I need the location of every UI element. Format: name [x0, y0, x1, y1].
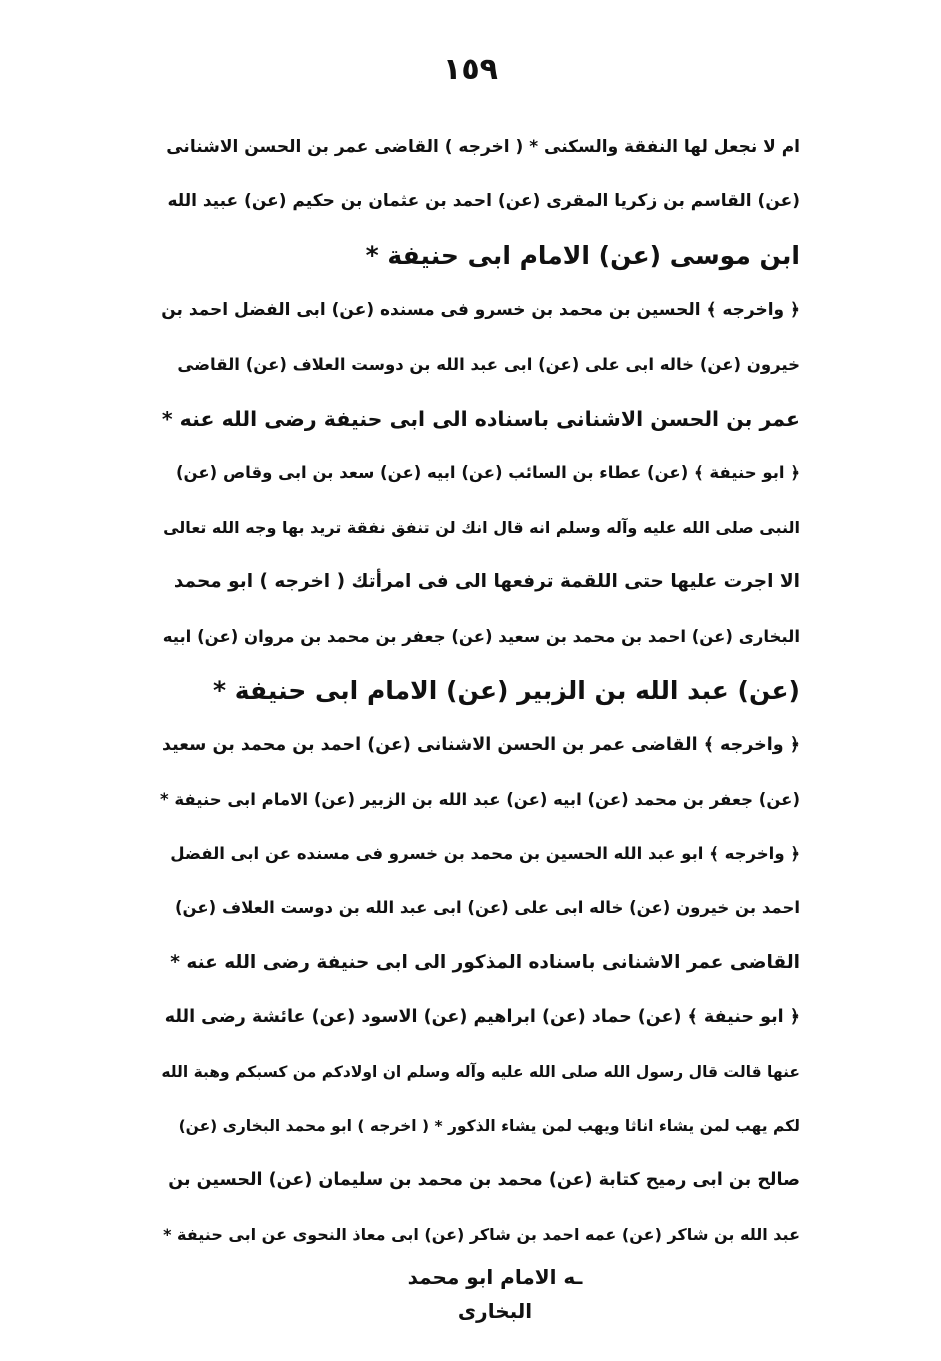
- text-line: ﴿ ابو حنيفة ﴾ (عن) عطاء بن السائب (عن) ابيه (عن) سعد بن ابى وقاص (عن): [176, 463, 800, 483]
- text-line: ﴿ واخرجه ﴾ ابو عبد الله الحسين بن محمد بن خسرو فى مسنده عن ابى الفضل: [170, 844, 800, 864]
- page-number: ١٥٩: [443, 52, 498, 87]
- text-line: القاضى عمر الاشنانى باسناده المذكور الى ابى حنيفة رضى الله عنه *: [170, 951, 800, 973]
- text-line: لكم يهب لمن يشاء اناثا ويهب لمن يشاء الذكور * ( اخرجه ) ابو محمد البخارى (عن): [178, 1117, 800, 1136]
- footnote: ـه الامام ابو محمد البخارى: [407, 1265, 583, 1323]
- text-line: عبد الله بن شاكر (عن) عمه احمد بن شاكر (عن) ابى معاذ النحوى عن ابى حنيفة *: [163, 1224, 800, 1244]
- text-line: ﴿ ابو حنيفة ﴾ (عن) حماد (عن) ابراهيم (عن) الاسود (عن) عائشة رضى الله: [164, 1007, 800, 1028]
- text-line: احمد بن خيرون (عن) خاله ابى على (عن) ابى عبد الله بن دوست العلاف (عن): [175, 898, 800, 918]
- text-line: خيرون (عن) خاله ابى على (عن) ابى عبد الله بن دوست العلاف (عن) القاضى: [177, 354, 800, 374]
- text-line: النبى صلى الله عليه وآله وسلم انه قال انك لن تنفق نفقة تريد بها وجه الله تعالى: [163, 517, 800, 537]
- text-line: (عن) القاسم بن زكريا المقرى (عن) احمد بن عثمان بن حكيم (عن) عبيد الله: [167, 191, 800, 212]
- text-line: (عن) جعفر بن محمد (عن) ابيه (عن) عبد الله بن الزبير (عن) الامام ابى حنيفة *: [160, 789, 800, 809]
- text-line: ابن موسى (عن) الامام ابى حنيفة *: [365, 240, 800, 270]
- text-line: صالح بن ابى رميح كتابة (عن) محمد بن محمد بن سليمان (عن) الحسين بن: [168, 1170, 800, 1191]
- body-text: [160, 120, 800, 1262]
- text-line: الا اجرت عليها حتى اللقمة ترفعها الى فى امرأتك ( اخرجه ) ابو محمد: [173, 571, 800, 593]
- text-line: ﴿ واخرجه ﴾ الحسين بن محمد بن خسرو فى مسنده (عن) ابى الفضل احمد بن: [161, 300, 800, 321]
- text-line: عمر بن الحسن الاشنانى باسناده الى ابى حنيفة رضى الله عنه *: [161, 406, 800, 431]
- text-line: عنها قالت قال رسول الله صلى الله عليه وآله وسلم ان اولادكم من كسبكم وهبة الله: [161, 1062, 800, 1081]
- text-line: ام لا نجعل لها النفقة والسكنى * ( اخرجه ) القاضى عمر بن الحسن الاشنانى: [166, 137, 800, 157]
- text-line: البخارى (عن) احمد بن محمد بن سعيد (عن) جعفر بن محمد بن مروان (عن) ابيه: [162, 626, 800, 646]
- text-line: ﴿ واخرجه ﴾ القاضى عمر بن الحسن الاشنانى (عن) احمد بن محمد بن سعيد: [162, 735, 800, 756]
- text-line: (عن) عبد الله بن الزبير (عن) الامام ابى حنيفة *: [212, 675, 800, 705]
